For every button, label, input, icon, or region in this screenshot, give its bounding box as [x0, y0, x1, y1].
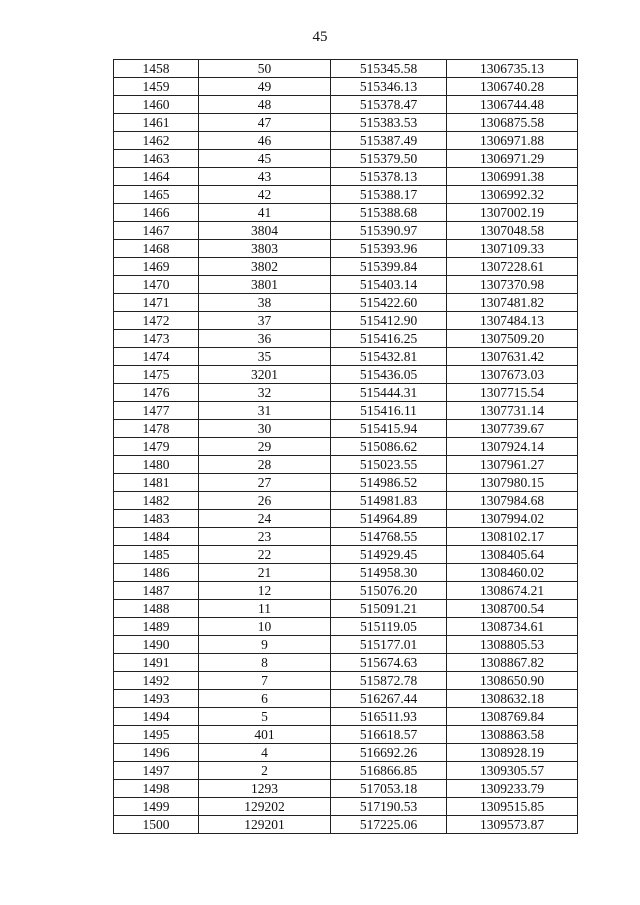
row-number-cell: 1474 — [114, 348, 199, 366]
row-number-cell: 1462 — [114, 132, 199, 150]
y-coordinate-cell: 1309515.85 — [447, 798, 578, 816]
point-id-cell: 3802 — [199, 258, 331, 276]
row-number-cell: 1478 — [114, 420, 199, 438]
point-id-cell: 29 — [199, 438, 331, 456]
row-number-cell: 1493 — [114, 690, 199, 708]
row-number-cell: 1472 — [114, 312, 199, 330]
table-row — [114, 780, 578, 798]
point-id-cell: 31 — [199, 402, 331, 420]
x-coordinate-cell: 515393.96 — [331, 240, 447, 258]
table-row — [114, 618, 578, 636]
y-coordinate-cell: 1308102.17 — [447, 528, 578, 546]
row-number-cell: 1480 — [114, 456, 199, 474]
x-coordinate-cell: 516866.85 — [331, 762, 447, 780]
y-coordinate-cell: 1307673.03 — [447, 366, 578, 384]
row-number-cell: 1490 — [114, 636, 199, 654]
x-coordinate-cell: 515383.53 — [331, 114, 447, 132]
table-row — [114, 744, 578, 762]
point-id-cell: 49 — [199, 78, 331, 96]
point-id-cell: 32 — [199, 384, 331, 402]
y-coordinate-cell: 1309573.87 — [447, 816, 578, 834]
row-number-cell: 1494 — [114, 708, 199, 726]
point-id-cell: 42 — [199, 186, 331, 204]
row-number-cell: 1488 — [114, 600, 199, 618]
point-id-cell: 401 — [199, 726, 331, 744]
x-coordinate-cell: 515403.14 — [331, 276, 447, 294]
x-coordinate-cell: 515346.13 — [331, 78, 447, 96]
x-coordinate-cell: 517053.18 — [331, 780, 447, 798]
row-number-cell: 1492 — [114, 672, 199, 690]
table-row — [114, 564, 578, 582]
table-row — [114, 168, 578, 186]
y-coordinate-cell: 1306740.28 — [447, 78, 578, 96]
y-coordinate-cell: 1308405.64 — [447, 546, 578, 564]
y-coordinate-cell: 1306744.48 — [447, 96, 578, 114]
row-number-cell: 1469 — [114, 258, 199, 276]
point-id-cell: 1293 — [199, 780, 331, 798]
x-coordinate-cell: 514986.52 — [331, 474, 447, 492]
point-id-cell: 5 — [199, 708, 331, 726]
y-coordinate-cell: 1307631.42 — [447, 348, 578, 366]
row-number-cell: 1483 — [114, 510, 199, 528]
y-coordinate-cell: 1307715.54 — [447, 384, 578, 402]
table-row — [114, 420, 578, 438]
row-number-cell: 1498 — [114, 780, 199, 798]
point-id-cell: 8 — [199, 654, 331, 672]
y-coordinate-cell: 1307370.98 — [447, 276, 578, 294]
x-coordinate-cell: 516618.57 — [331, 726, 447, 744]
point-id-cell: 129202 — [199, 798, 331, 816]
table-row — [114, 582, 578, 600]
y-coordinate-cell: 1307961.27 — [447, 456, 578, 474]
y-coordinate-cell: 1307984.68 — [447, 492, 578, 510]
y-coordinate-cell: 1308460.02 — [447, 564, 578, 582]
y-coordinate-cell: 1308632.18 — [447, 690, 578, 708]
table-row — [114, 366, 578, 384]
row-number-cell: 1467 — [114, 222, 199, 240]
table-row — [114, 708, 578, 726]
row-number-cell: 1495 — [114, 726, 199, 744]
x-coordinate-cell: 515416.11 — [331, 402, 447, 420]
x-coordinate-cell: 514768.55 — [331, 528, 447, 546]
x-coordinate-cell: 515086.62 — [331, 438, 447, 456]
row-number-cell: 1500 — [114, 816, 199, 834]
x-coordinate-cell: 515390.97 — [331, 222, 447, 240]
y-coordinate-cell: 1307980.15 — [447, 474, 578, 492]
table-row — [114, 132, 578, 150]
y-coordinate-cell: 1307994.02 — [447, 510, 578, 528]
table-row — [114, 546, 578, 564]
point-id-cell: 22 — [199, 546, 331, 564]
table-row — [114, 204, 578, 222]
y-coordinate-cell: 1308928.19 — [447, 744, 578, 762]
table-row — [114, 348, 578, 366]
y-coordinate-cell: 1308769.84 — [447, 708, 578, 726]
x-coordinate-cell: 515023.55 — [331, 456, 447, 474]
y-coordinate-cell: 1306991.38 — [447, 168, 578, 186]
x-coordinate-cell: 515119.05 — [331, 618, 447, 636]
point-id-cell: 46 — [199, 132, 331, 150]
table-row — [114, 600, 578, 618]
y-coordinate-cell: 1308674.21 — [447, 582, 578, 600]
point-id-cell: 10 — [199, 618, 331, 636]
point-id-cell: 36 — [199, 330, 331, 348]
table-row — [114, 258, 578, 276]
table-row — [114, 114, 578, 132]
x-coordinate-cell: 516511.93 — [331, 708, 447, 726]
table-row — [114, 528, 578, 546]
point-id-cell: 4 — [199, 744, 331, 762]
point-id-cell: 9 — [199, 636, 331, 654]
row-number-cell: 1477 — [114, 402, 199, 420]
row-number-cell: 1458 — [114, 60, 199, 78]
y-coordinate-cell: 1309233.79 — [447, 780, 578, 798]
row-number-cell: 1466 — [114, 204, 199, 222]
x-coordinate-cell: 516267.44 — [331, 690, 447, 708]
y-coordinate-cell: 1307731.14 — [447, 402, 578, 420]
y-coordinate-cell: 1306971.88 — [447, 132, 578, 150]
y-coordinate-cell: 1308700.54 — [447, 600, 578, 618]
point-id-cell: 129201 — [199, 816, 331, 834]
x-coordinate-cell: 515379.50 — [331, 150, 447, 168]
row-number-cell: 1479 — [114, 438, 199, 456]
y-coordinate-cell: 1307228.61 — [447, 258, 578, 276]
table-row — [114, 510, 578, 528]
point-id-cell: 2 — [199, 762, 331, 780]
point-id-cell: 7 — [199, 672, 331, 690]
x-coordinate-cell: 515436.05 — [331, 366, 447, 384]
row-number-cell: 1496 — [114, 744, 199, 762]
row-number-cell: 1497 — [114, 762, 199, 780]
y-coordinate-cell: 1307048.58 — [447, 222, 578, 240]
row-number-cell: 1471 — [114, 294, 199, 312]
row-number-cell: 1473 — [114, 330, 199, 348]
point-id-cell: 6 — [199, 690, 331, 708]
x-coordinate-cell: 514929.45 — [331, 546, 447, 564]
table-row — [114, 636, 578, 654]
x-coordinate-cell: 515388.68 — [331, 204, 447, 222]
y-coordinate-cell: 1307109.33 — [447, 240, 578, 258]
table-row — [114, 726, 578, 744]
table-row — [114, 816, 578, 834]
point-id-cell: 26 — [199, 492, 331, 510]
row-number-cell: 1459 — [114, 78, 199, 96]
point-id-cell: 21 — [199, 564, 331, 582]
point-id-cell: 3803 — [199, 240, 331, 258]
coordinates-table — [113, 59, 578, 834]
table-row — [114, 150, 578, 168]
row-number-cell: 1468 — [114, 240, 199, 258]
table-row — [114, 96, 578, 114]
table-row — [114, 654, 578, 672]
row-number-cell: 1491 — [114, 654, 199, 672]
point-id-cell: 3804 — [199, 222, 331, 240]
table-row — [114, 186, 578, 204]
table-row — [114, 672, 578, 690]
x-coordinate-cell: 515076.20 — [331, 582, 447, 600]
x-coordinate-cell: 515674.63 — [331, 654, 447, 672]
point-id-cell: 43 — [199, 168, 331, 186]
table-row — [114, 798, 578, 816]
point-id-cell: 41 — [199, 204, 331, 222]
y-coordinate-cell: 1306735.13 — [447, 60, 578, 78]
x-coordinate-cell: 517225.06 — [331, 816, 447, 834]
x-coordinate-cell: 515399.84 — [331, 258, 447, 276]
y-coordinate-cell: 1308650.90 — [447, 672, 578, 690]
row-number-cell: 1482 — [114, 492, 199, 510]
row-number-cell: 1499 — [114, 798, 199, 816]
point-id-cell: 12 — [199, 582, 331, 600]
table-row — [114, 312, 578, 330]
y-coordinate-cell: 1308863.58 — [447, 726, 578, 744]
row-number-cell: 1470 — [114, 276, 199, 294]
x-coordinate-cell: 515388.17 — [331, 186, 447, 204]
table-row — [114, 384, 578, 402]
table-row — [114, 60, 578, 78]
point-id-cell: 11 — [199, 600, 331, 618]
x-coordinate-cell: 515412.90 — [331, 312, 447, 330]
row-number-cell: 1485 — [114, 546, 199, 564]
x-coordinate-cell: 515378.13 — [331, 168, 447, 186]
table-row — [114, 762, 578, 780]
row-number-cell: 1460 — [114, 96, 199, 114]
x-coordinate-cell: 515422.60 — [331, 294, 447, 312]
row-number-cell: 1461 — [114, 114, 199, 132]
table-row — [114, 474, 578, 492]
table-body — [114, 60, 578, 834]
point-id-cell: 48 — [199, 96, 331, 114]
point-id-cell: 27 — [199, 474, 331, 492]
y-coordinate-cell: 1306971.29 — [447, 150, 578, 168]
y-coordinate-cell: 1307924.14 — [447, 438, 578, 456]
point-id-cell: 50 — [199, 60, 331, 78]
row-number-cell: 1476 — [114, 384, 199, 402]
table-row — [114, 492, 578, 510]
row-number-cell: 1487 — [114, 582, 199, 600]
y-coordinate-cell: 1308805.53 — [447, 636, 578, 654]
row-number-cell: 1465 — [114, 186, 199, 204]
row-number-cell: 1486 — [114, 564, 199, 582]
y-coordinate-cell: 1307002.19 — [447, 204, 578, 222]
x-coordinate-cell: 515345.58 — [331, 60, 447, 78]
y-coordinate-cell: 1307509.20 — [447, 330, 578, 348]
x-coordinate-cell: 515177.01 — [331, 636, 447, 654]
table-row — [114, 294, 578, 312]
x-coordinate-cell: 515432.81 — [331, 348, 447, 366]
row-number-cell: 1475 — [114, 366, 199, 384]
point-id-cell: 30 — [199, 420, 331, 438]
row-number-cell: 1489 — [114, 618, 199, 636]
x-coordinate-cell: 514981.83 — [331, 492, 447, 510]
x-coordinate-cell: 515872.78 — [331, 672, 447, 690]
point-id-cell: 3201 — [199, 366, 331, 384]
x-coordinate-cell: 515416.25 — [331, 330, 447, 348]
table-row — [114, 330, 578, 348]
x-coordinate-cell: 516692.26 — [331, 744, 447, 762]
y-coordinate-cell: 1307481.82 — [447, 294, 578, 312]
point-id-cell: 47 — [199, 114, 331, 132]
y-coordinate-cell: 1308734.61 — [447, 618, 578, 636]
point-id-cell: 23 — [199, 528, 331, 546]
point-id-cell: 45 — [199, 150, 331, 168]
row-number-cell: 1463 — [114, 150, 199, 168]
y-coordinate-cell: 1306992.32 — [447, 186, 578, 204]
point-id-cell: 37 — [199, 312, 331, 330]
row-number-cell: 1481 — [114, 474, 199, 492]
y-coordinate-cell: 1308867.82 — [447, 654, 578, 672]
x-coordinate-cell: 514964.89 — [331, 510, 447, 528]
point-id-cell: 38 — [199, 294, 331, 312]
table-row — [114, 438, 578, 456]
table-row — [114, 456, 578, 474]
x-coordinate-cell: 515444.31 — [331, 384, 447, 402]
y-coordinate-cell: 1307739.67 — [447, 420, 578, 438]
row-number-cell: 1484 — [114, 528, 199, 546]
point-id-cell: 28 — [199, 456, 331, 474]
point-id-cell: 3801 — [199, 276, 331, 294]
y-coordinate-cell: 1307484.13 — [447, 312, 578, 330]
x-coordinate-cell: 515387.49 — [331, 132, 447, 150]
page-number: 45 — [312, 29, 328, 45]
point-id-cell: 35 — [199, 348, 331, 366]
x-coordinate-cell: 515378.47 — [331, 96, 447, 114]
table-row — [114, 276, 578, 294]
x-coordinate-cell: 515415.94 — [331, 420, 447, 438]
y-coordinate-cell: 1309305.57 — [447, 762, 578, 780]
point-id-cell: 24 — [199, 510, 331, 528]
table-row — [114, 690, 578, 708]
table-row — [114, 222, 578, 240]
table-row — [114, 402, 578, 420]
row-number-cell: 1464 — [114, 168, 199, 186]
x-coordinate-cell: 514958.30 — [331, 564, 447, 582]
y-coordinate-cell: 1306875.58 — [447, 114, 578, 132]
x-coordinate-cell: 517190.53 — [331, 798, 447, 816]
x-coordinate-cell: 515091.21 — [331, 600, 447, 618]
table-row — [114, 78, 578, 96]
table-row — [114, 240, 578, 258]
